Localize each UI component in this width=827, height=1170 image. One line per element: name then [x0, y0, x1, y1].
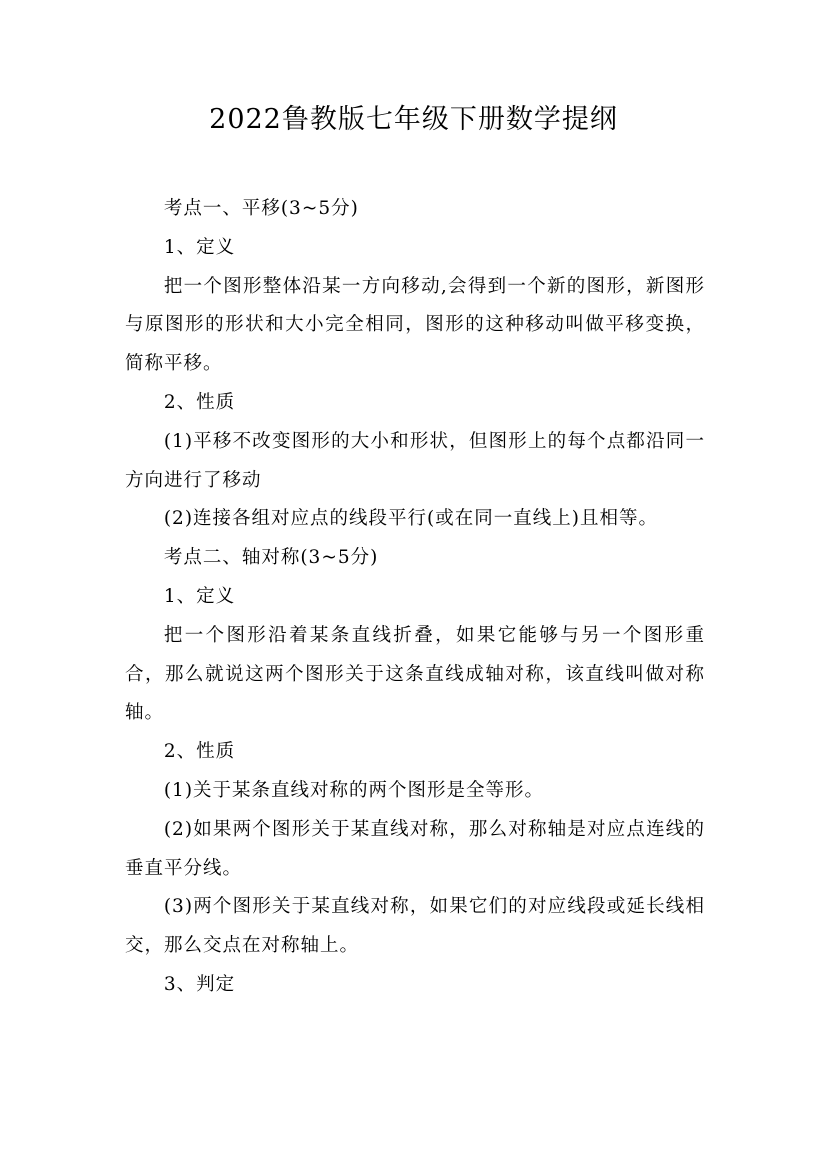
section-heading: 考点一、平移(3~5分) — [163, 198, 359, 219]
paragraph: (2)如果两个图形关于某直线对称，那么对称轴是对应点连线的垂直平分线。 — [125, 818, 705, 879]
subsection-heading: 3、判定 — [163, 973, 236, 995]
paragraph: (3)两个图形关于某直线对称，如果它们的对应线段或延长线相交，那么交点在对称轴上。 — [125, 896, 705, 957]
subsection-heading: 2、性质 — [163, 391, 236, 413]
subsection-heading: 2、性质 — [163, 741, 236, 763]
paragraph: (1)关于某条直线对称的两个图形是全等形。 — [163, 779, 545, 801]
paragraph: (1)平移不改变图形的大小和形状，但图形上的每个点都沿同一方向进行了移动 — [125, 430, 705, 491]
subsection-heading: 1、定义 — [163, 236, 236, 258]
paragraph: (2)连接各组对应点的线段平行(或在同一直线上)且相等。 — [163, 508, 658, 530]
document-title: 2022鲁教版七年级下册数学提纲 — [209, 104, 618, 135]
paragraph: 把一个图形整体沿某一方向移动,会得到一个新的图形，新图形与原图形的形状和大小完全相同，图形的这种移动叫做平移变换，简称平移。 — [125, 275, 705, 375]
paragraph: 把一个图形沿着某条直线折叠，如果它能够与另一个图形重合，那么就说这两个图形关于这条直线成轴对称，该直线叫做对称轴。 — [125, 624, 705, 724]
subsection-heading: 1、定义 — [163, 585, 236, 607]
document-body — [125, 190, 705, 1005]
section-heading: 考点二、轴对称(3~5分) — [163, 547, 379, 569]
